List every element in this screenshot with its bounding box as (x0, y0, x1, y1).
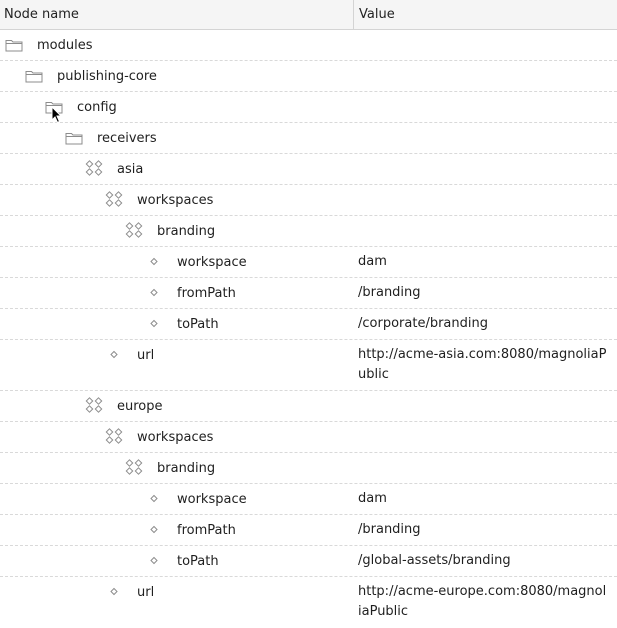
node-value: http://acme-asia.com:8080/magnoliaPublic (358, 347, 607, 382)
node-value: /branding (358, 285, 421, 300)
property-icon (145, 554, 163, 568)
node-name: toPath (177, 317, 219, 332)
node-value: http://acme-europe.com:8080/magnoliaPublic (358, 584, 607, 619)
node-name: toPath (177, 554, 219, 569)
tree-row[interactable] (0, 453, 617, 484)
node-name: asia (117, 162, 144, 177)
tree-row[interactable] (0, 123, 617, 154)
node-value: /corporate/branding (358, 316, 488, 331)
tree-row[interactable] (0, 154, 617, 185)
property-icon (145, 492, 163, 506)
tree-row[interactable] (0, 92, 617, 123)
node-value (358, 30, 608, 35)
tree-row[interactable] (0, 391, 617, 422)
node-name: modules (37, 38, 93, 53)
node-value (358, 422, 608, 427)
tree-row[interactable] (0, 309, 617, 340)
tree-row[interactable] (0, 515, 617, 546)
tree-row[interactable] (0, 278, 617, 309)
node-value: dam (358, 491, 387, 506)
content-node-icon[interactable] (105, 428, 123, 442)
property-icon (145, 317, 163, 331)
content-node-icon[interactable] (125, 222, 143, 236)
node-value (358, 92, 608, 97)
node-value (358, 154, 608, 159)
tree-row[interactable] (0, 577, 617, 628)
node-name: url (137, 585, 155, 600)
tree-row[interactable] (0, 247, 617, 278)
node-value: dam (358, 254, 387, 269)
property-icon (105, 348, 123, 362)
node-value (358, 123, 608, 128)
content-node-icon[interactable] (85, 160, 103, 174)
property-icon (105, 585, 123, 599)
tree-row[interactable] (0, 185, 617, 216)
tree-row[interactable] (0, 340, 617, 391)
node-name: branding (157, 224, 216, 239)
node-name-column-header[interactable]: Node name (4, 7, 79, 22)
folder-icon[interactable] (5, 38, 23, 52)
node-name: fromPath (177, 523, 236, 538)
tree-row[interactable] (0, 422, 617, 453)
node-name: branding (157, 461, 216, 476)
content-node-icon[interactable] (85, 397, 103, 411)
folder-icon[interactable] (65, 131, 83, 145)
node-name: url (137, 348, 155, 363)
value-column-header[interactable]: Value (359, 7, 395, 22)
node-name: publishing-core (57, 69, 157, 84)
property-icon (145, 255, 163, 269)
node-name: workspace (177, 255, 247, 270)
node-value (358, 391, 608, 396)
node-value (358, 453, 608, 458)
node-value (358, 216, 608, 221)
node-value: /branding (358, 522, 421, 537)
node-name: workspace (177, 492, 247, 507)
node-name: receivers (97, 131, 157, 146)
node-name: workspaces (137, 430, 214, 445)
node-value: /global-assets/branding (358, 553, 511, 568)
tree-row[interactable] (0, 216, 617, 247)
node-name: europe (117, 399, 163, 414)
node-name: workspaces (137, 193, 214, 208)
property-icon (145, 523, 163, 537)
tree-rows (0, 30, 617, 628)
column-header (0, 0, 617, 30)
node-value (358, 185, 608, 190)
content-node-icon[interactable] (105, 191, 123, 205)
node-name: config (77, 100, 117, 115)
node-value (358, 61, 608, 66)
folder-icon[interactable] (45, 100, 63, 114)
tree-row[interactable] (0, 484, 617, 515)
property-icon (145, 286, 163, 300)
tree-row[interactable] (0, 546, 617, 577)
tree-row[interactable] (0, 30, 617, 61)
content-node-icon[interactable] (125, 459, 143, 473)
column-divider[interactable] (353, 0, 354, 29)
tree-row[interactable] (0, 61, 617, 92)
node-name: fromPath (177, 286, 236, 301)
folder-icon[interactable] (25, 69, 43, 83)
